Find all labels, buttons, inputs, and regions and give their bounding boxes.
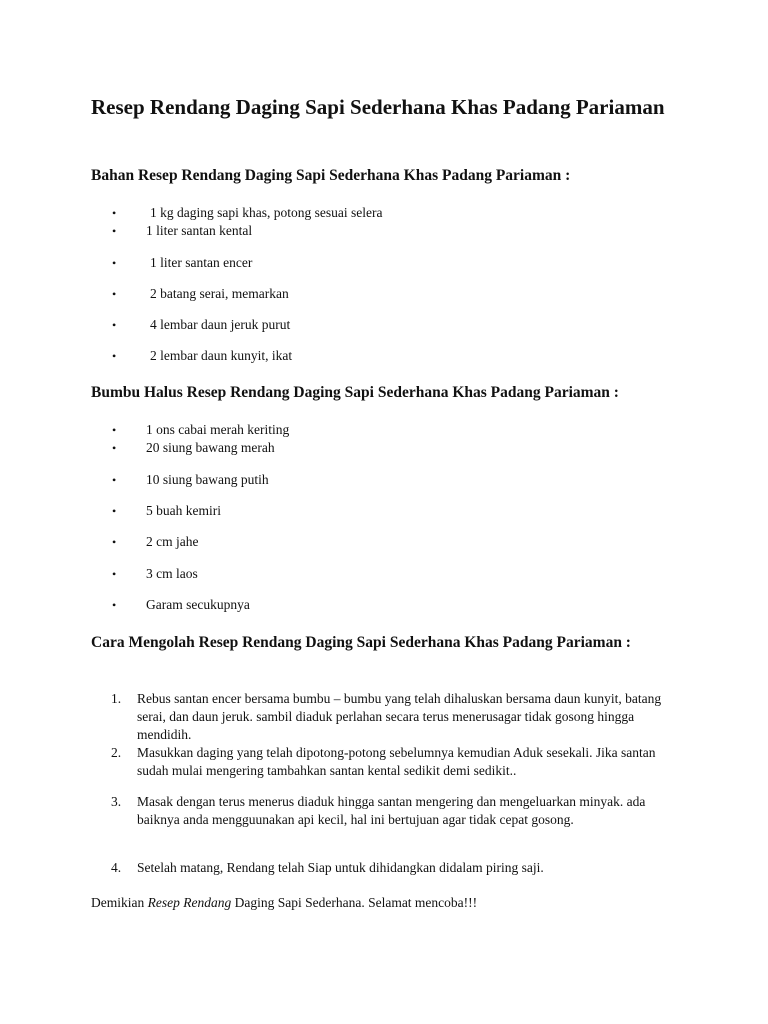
bumbu-heading: Bumbu Halus Resep Rendang Daging Sapi Sederhana Khas Padang Pariaman : <box>91 384 619 401</box>
bahan-item-text: 2 batang serai, memarkan <box>150 286 289 301</box>
bullet-icon: • <box>112 349 117 363</box>
step-number: 4. <box>111 860 122 875</box>
step-number: 3. <box>111 794 122 809</box>
cara-step-item <box>111 859 671 877</box>
bullet-icon: • <box>112 318 117 332</box>
bahan-item-text: 1 kg daging sapi khas, potong sesuai selera <box>150 205 383 220</box>
page-title: Resep Rendang Daging Sapi Sederhana Khas Padang Pariaman <box>91 95 665 119</box>
closing-text-before: Demikian <box>91 895 148 910</box>
bumbu-item-text: 20 siung bawang merah <box>146 440 275 455</box>
bullet-icon: • <box>112 473 117 487</box>
closing-paragraph <box>91 894 477 912</box>
bahan-item-text: 1 liter santan kental <box>146 223 253 238</box>
step-text: Masukkan daging yang telah dipotong-potong sebelumnya kemudian Aduk sesekali. Jika santan sudah mulai mengering tambahkan santan kental sedikit demi sedikit.. <box>137 745 656 778</box>
bullet-icon: • <box>112 224 117 238</box>
bumbu-item-text: 10 siung bawang putih <box>146 472 269 487</box>
bahan-heading: Bahan Resep Rendang Daging Sapi Sederhana Khas Padang Pariaman : <box>91 167 571 184</box>
bahan-item-text: 1 liter santan encer <box>150 255 253 270</box>
closing-emphasis: Resep Rendang <box>147 895 232 910</box>
bumbu-item-text: 2 cm jahe <box>146 534 199 549</box>
bullet-icon: • <box>112 256 117 270</box>
bullet-icon: • <box>112 206 117 220</box>
bumbu-item-text: 5 buah kemiri <box>146 503 221 518</box>
bahan-item-text: 2 lembar daun kunyit, ikat <box>150 348 293 363</box>
bullet-icon: • <box>112 287 117 301</box>
bumbu-item-text: Garam secukupnya <box>146 597 250 612</box>
step-text: Masak dengan terus menerus diaduk hingga santan mengering dan mengeluarkan minyak. ada baiknya anda mengguunakan api kecil, hal ini bertujuan agar tidak cepat gosong. <box>137 794 646 827</box>
bumbu-item-text: 3 cm laos <box>146 566 198 581</box>
cara-step-item <box>111 690 671 744</box>
cara-heading: Cara Mengolah Resep Rendang Daging Sapi Sederhana Khas Padang Pariaman : <box>91 634 631 651</box>
bullet-icon: • <box>112 504 117 518</box>
bahan-item-text: 4 lembar daun jeruk purut <box>150 317 291 332</box>
cara-step-item <box>111 744 671 780</box>
bullet-icon: • <box>112 598 117 612</box>
cara-step-item <box>111 793 671 829</box>
closing-text-after: Daging Sapi Sederhana. Selamat mencoba!!! <box>231 895 478 910</box>
bullet-icon: • <box>112 423 117 437</box>
bumbu-item-text: 1 ons cabai merah keriting <box>146 422 290 437</box>
bullet-icon: • <box>112 441 117 455</box>
bullet-icon: • <box>112 535 117 549</box>
bullet-icon: • <box>112 567 117 581</box>
step-number: 1. <box>111 691 122 706</box>
step-text: Setelah matang, Rendang telah Siap untuk dihidangkan didalam piring saji. <box>137 860 544 875</box>
step-text: Rebus santan encer bersama bumbu – bumbu yang telah dihaluskan bersama daun kunyit, batang serai, dan daun jeruk. sambil diaduk perlahan secara terus menerusagar tidak gosong hingga mendidih. <box>137 691 662 742</box>
step-number: 2. <box>111 745 122 760</box>
